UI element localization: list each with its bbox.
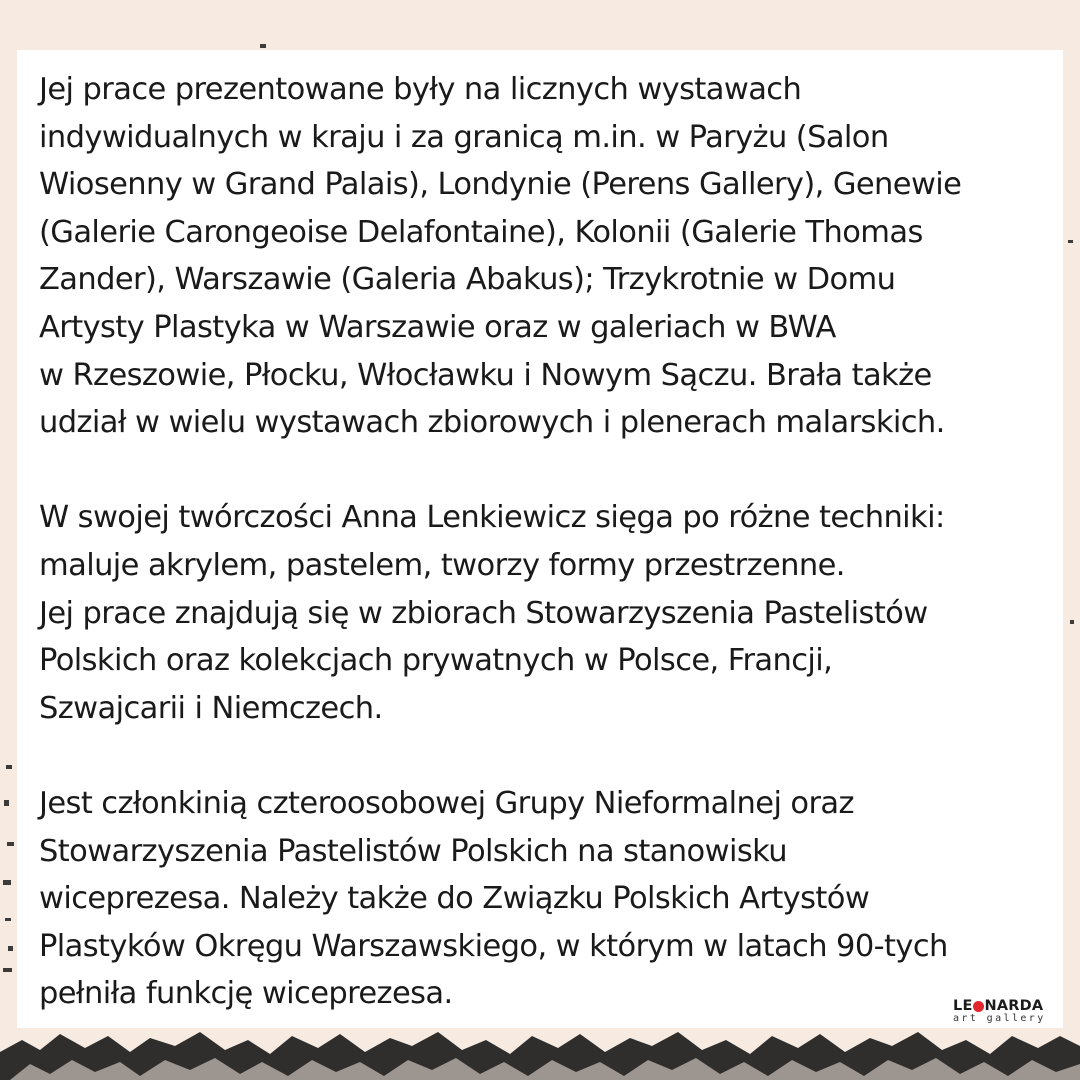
paragraph-memberships	[39, 780, 1063, 1018]
paragraph-techniques	[39, 494, 1063, 732]
text-line: wiceprezesa. Należy także do Związku Polskich Artystów	[39, 881, 870, 917]
text-line: maluje akrylem, pastelem, tworzy formy przestrzenne.	[39, 547, 845, 583]
text-line: Plastyków Okręgu Warszawskiego, w którym w latach 90-tych	[39, 928, 948, 964]
text-card	[17, 50, 1063, 1028]
text-line: Stowarzyszenia Pastelistów Polskich na stanowisku	[39, 833, 787, 869]
paragraph-spacer	[39, 447, 1063, 495]
text-line: w Rzeszowie, Płocku, Włocławku i Nowym Sączu. Brała także	[39, 357, 932, 393]
logo-dot-icon	[973, 1001, 984, 1012]
text-line: Jej prace znajdują się w zbiorach Stowarzyszenia Pastelistów	[39, 595, 928, 631]
logo-subtitle: art gallery	[953, 1013, 1046, 1024]
text-line: W swojej twórczości Anna Lenkiewicz sięga po różne techniki:	[39, 500, 945, 536]
paragraph-exhibitions	[39, 66, 1063, 447]
text-line: udział w wielu wystawach zbiorowych i plenerach malarskich.	[39, 405, 945, 441]
logo-word-right: NARDA	[984, 998, 1044, 1014]
text-line: indywidualnych w kraju i za granicą m.in. w Paryżu (Salon	[39, 119, 889, 155]
text-line: pełniła funkcję wiceprezesa.	[39, 976, 453, 1012]
text-line: Polskich oraz kolekcjach prywatnych w Polsce, Francji,	[39, 643, 833, 679]
paragraph-spacer	[39, 732, 1063, 780]
text-line: Artysty Plastyka w Warszawie oraz w galeriach w BWA	[39, 309, 836, 345]
text-line: Szwajcarii i Niemczech.	[39, 690, 383, 726]
logo-word-left: LE	[953, 998, 973, 1014]
text-line: Wiosenny w Grand Palais), Londynie (Perens Gallery), Genewie	[39, 167, 962, 203]
text-line: Zander), Warszawie (Galeria Abakus); Trzykrotnie w Domu	[39, 262, 896, 298]
leonarda-logo	[953, 999, 1047, 1024]
logo-wordmark	[953, 999, 1047, 1014]
bottom-brush-strip	[0, 1032, 1080, 1080]
text-line: (Galerie Carongeoise Delafontaine), Kolonii (Galerie Thomas	[39, 214, 923, 250]
text-line: Jej prace prezentowane były na licznych wystawach	[39, 72, 802, 107]
text-line: Jest członkinią czteroosobowej Grupy Nieformalnej oraz	[39, 785, 854, 821]
